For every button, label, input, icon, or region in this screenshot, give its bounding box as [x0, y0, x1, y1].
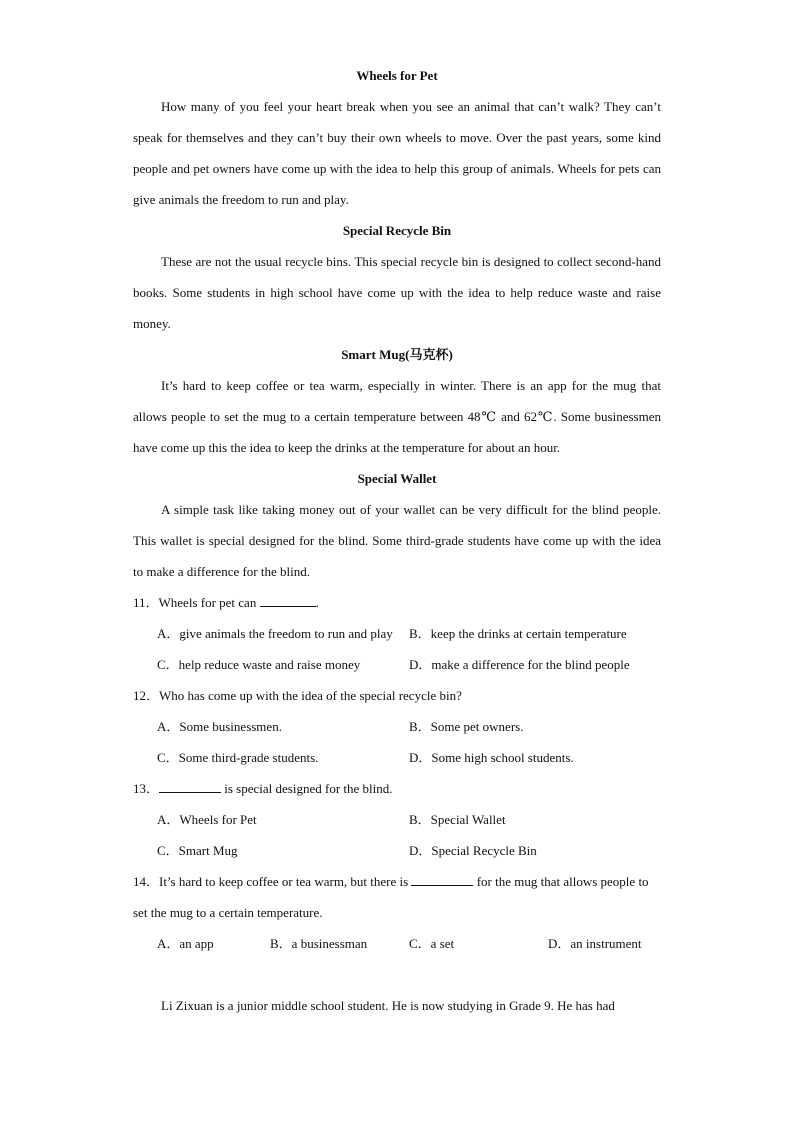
question-14-suffix: for the mug that allows people to set the mug to a certain temperature. — [133, 874, 649, 920]
option-b[interactable]: B．Special Wallet — [409, 812, 506, 827]
option-d[interactable]: D．an instrument — [548, 936, 642, 951]
answer-blank — [159, 780, 221, 793]
question-11-prefix: 11．Wheels for pet can — [133, 595, 257, 610]
option-a[interactable]: A．an app — [157, 936, 214, 951]
question-12-prefix: 12．Who has come up with the idea of the special recycle bin? — [133, 688, 462, 703]
section-title-recycle-bin: Special Recycle Bin — [342, 223, 452, 238]
option-b[interactable]: B．Some pet owners. — [409, 719, 524, 734]
next-passage-start: Li Zixuan is a junior middle school student. He is now studying in Grade 9. He has had — [161, 998, 615, 1013]
section-title-wallet: Special Wallet — [357, 471, 437, 486]
section-body-wallet: A simple task like taking money out of your wallet can be very difficult for the blind people. This wallet is special designed for the blind. Some third-grade students have come up with the idea to make a difference for the blind. — [133, 502, 661, 579]
section-title-wheels: Wheels for Pet — [356, 68, 438, 83]
question-13-prefix: 13． — [133, 781, 160, 796]
question-12 — [133, 680, 661, 711]
section-title-smart-mug: Smart Mug(马克杯) — [341, 347, 453, 362]
option-c[interactable]: C．help reduce waste and raise money — [157, 657, 361, 672]
option-a[interactable]: A．Some businessmen. — [157, 719, 282, 734]
option-d[interactable]: D．make a difference for the blind people — [409, 657, 630, 672]
question-13-options-row1 — [157, 804, 661, 835]
section-body-recycle-bin: These are not the usual recycle bins. This special recycle bin is designed to collect second-hand books. Some students in high school have come up with the idea to help reduce waste and raise money. — [133, 254, 661, 331]
option-b[interactable]: B．a businessman — [270, 936, 368, 951]
answer-blank — [411, 873, 473, 886]
option-d[interactable]: D．Special Recycle Bin — [409, 843, 537, 858]
question-11-options-row1 — [157, 618, 661, 649]
question-13 — [133, 773, 661, 804]
question-13-suffix: is special designed for the blind. — [224, 781, 393, 796]
answer-blank — [260, 594, 316, 607]
section-body-smart-mug: It’s hard to keep coffee or tea warm, especially in winter. There is an app for the mug that allows people to set the mug to a certain temperature between 48℃ and 62℃. Some businessmen have come up this the idea to keep the drinks at the temperature for about an hour. — [133, 378, 661, 455]
question-13-options-row2 — [157, 835, 661, 866]
option-b[interactable]: B．keep the drinks at certain temperature — [409, 626, 627, 641]
question-12-options-row1 — [157, 711, 661, 742]
option-c[interactable]: C．Some third-grade students. — [157, 750, 319, 765]
question-14-prefix: 14．It’s hard to keep coffee or tea warm, but there is — [133, 874, 409, 889]
question-11 — [133, 587, 661, 618]
option-a[interactable]: A．Wheels for Pet — [157, 812, 257, 827]
option-c[interactable]: C．Smart Mug — [157, 843, 238, 858]
question-12-options-row2 — [157, 742, 661, 773]
option-c[interactable]: C．a set — [409, 936, 455, 951]
option-a[interactable]: A．give animals the freedom to run and play — [157, 626, 393, 641]
worksheet-page — [133, 60, 661, 1021]
question-14 — [133, 866, 661, 928]
spacer — [133, 959, 661, 990]
option-d[interactable]: D．Some high school students. — [409, 750, 574, 765]
question-11-options-row2 — [157, 649, 661, 680]
question-14-options-row — [157, 928, 661, 959]
question-11-suffix: . — [315, 595, 319, 610]
section-body-wheels: How many of you feel your heart break when you see an animal that can’t walk? They can’t speak for themselves and they can’t buy their own wheels to move. Over the past years, some kind people and pet owners have come up with the idea to help this group of animals. Wheels for pets can give animals the freedom to run and play. — [133, 99, 661, 207]
